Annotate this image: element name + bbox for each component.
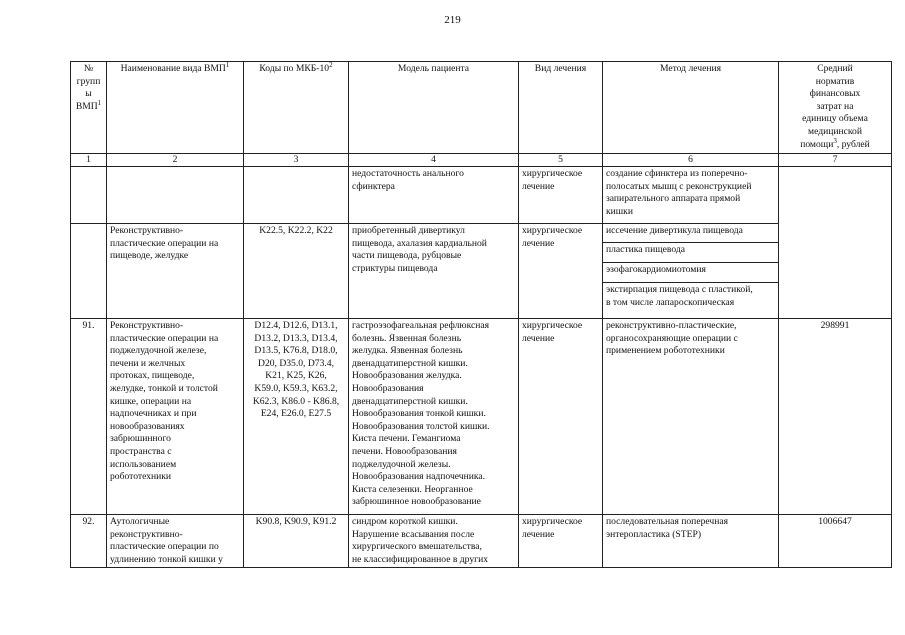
group-number-cell: [71, 167, 107, 224]
cost-cell: 1006647: [779, 515, 892, 568]
column-number: 3: [244, 154, 349, 167]
method-item: экстирпация пищевода с пластикой, в том числе лапароскопическая: [606, 284, 753, 308]
treatment-method-cell: последовательная поперечная энтеропластика (STEP): [603, 515, 779, 568]
column-number: 5: [519, 154, 603, 167]
page-number: 219: [444, 14, 461, 26]
icd-codes-cell: K22.5, K22.2, K22: [244, 224, 349, 319]
header-patient-model: Модель пациента: [349, 62, 519, 154]
header-cost-norm: Средний норматив финансовых затрат на единицу объема медицинской помощи$^3$, рублей: [779, 62, 892, 154]
treatment-type-cell: хирургическое лечение: [519, 515, 603, 568]
treatment-type-cell: хирургическое лечение: [519, 319, 603, 515]
icd-codes-cell: K90.8, K90.9, K91.2: [244, 515, 349, 568]
patient-model-cell: синдром короткой кишки. Нарушение всасывания после хирургического вмешательства, не классифицированное в других: [349, 515, 519, 568]
treatment-type-cell: хирургическое лечение: [519, 224, 603, 319]
table-row: [71, 515, 892, 568]
group-number-cell: 91.: [71, 319, 107, 515]
column-number: 6: [603, 154, 779, 167]
cost-cell: 298991: [779, 319, 892, 515]
treatment-method-cell: создание сфинктера из поперечно- полосатых мышц с реконструкцией запирательного аппарата прямой кишки: [603, 167, 779, 224]
vmp-name-cell: Реконструктивно- пластические операции на пищеводе, желудке: [107, 224, 244, 319]
treatment-method-cell: реконструктивно-пластические, органосохраняющие операции с применением робототехники: [603, 319, 779, 515]
treatment-method-cell: [603, 224, 779, 319]
group-number-cell: [71, 224, 107, 319]
column-number-row: [71, 154, 892, 167]
vmp-name-cell: Аутологичные реконструктивно- пластические операции по удлинению тонкой кишки у: [107, 515, 244, 568]
header-vmp-name: Наименование вида ВМП$^1$: [107, 62, 244, 154]
table-row: [71, 224, 892, 319]
vmp-name-cell: [107, 167, 244, 224]
icd-codes-cell: D12.4, D12.6, D13.1, D13.2, D13.3, D13.4, D13.5, K76.8, D18.0, D20, D35.0, D73.4, K21, K25, K26, K59.0, K59.3, K63.2, K62.3, K86.0 - K86.8, E24, E26.0, E27.5: [244, 319, 349, 515]
vmp-table: [70, 61, 892, 568]
method-item: пластика пищевода: [603, 243, 778, 263]
cost-cell: [779, 167, 892, 319]
header-treatment-type: Вид лечения: [519, 62, 603, 154]
header-treatment-method: Метод лечения: [603, 62, 779, 154]
icd-codes-cell: [244, 167, 349, 224]
treatment-type-cell: хирургическое лечение: [519, 167, 603, 224]
method-item: эзофагокардиомиотомия: [603, 263, 778, 283]
column-number: 7: [779, 154, 892, 167]
group-number-cell: 92.: [71, 515, 107, 568]
patient-model-cell: приобретенный дивертикул пищевода, ахалазия кардиальной части пищевода, рубцовые стриктуры пищевода: [349, 224, 519, 319]
column-number: 4: [349, 154, 519, 167]
header-row: [71, 62, 892, 154]
table-row: [71, 319, 892, 515]
column-number: 1: [71, 154, 107, 167]
patient-model-cell: гастроэзофагеальная рефлюксная болезнь. Язвенная болезнь желудка. Язвенная болезнь двенадцатиперстной кишки. Новообразования желудка. Новообразования двенадцатиперстной кишки. Новообразования тонкой кишки. Новообразования толстой кишки. Киста печени. Гемангиома печени. Новообразования поджелудочной железы. Новообразования надпочечника. Киста селезенки. Неорганное забрюшинное новообразование: [349, 319, 519, 515]
column-number: 2: [107, 154, 244, 167]
patient-model-cell: недостаточность анального сфинктера: [349, 167, 519, 224]
header-icd-codes: Коды по МКБ-$10^2$: [244, 62, 349, 154]
table-row: [71, 167, 892, 224]
vmp-name-cell: Реконструктивно- пластические операции на поджелудочной железе, печени и желчных протоках, пищеводе, желудке, тонкой и толстой кишке, операции на надпочечниках и при новообразованиях забрюшинного пространства с использованием робототехники: [107, 319, 244, 515]
header-group-number: № групп ы ВМП$^1$: [71, 62, 107, 154]
method-item: иссечение дивертикула пищевода: [603, 224, 778, 243]
